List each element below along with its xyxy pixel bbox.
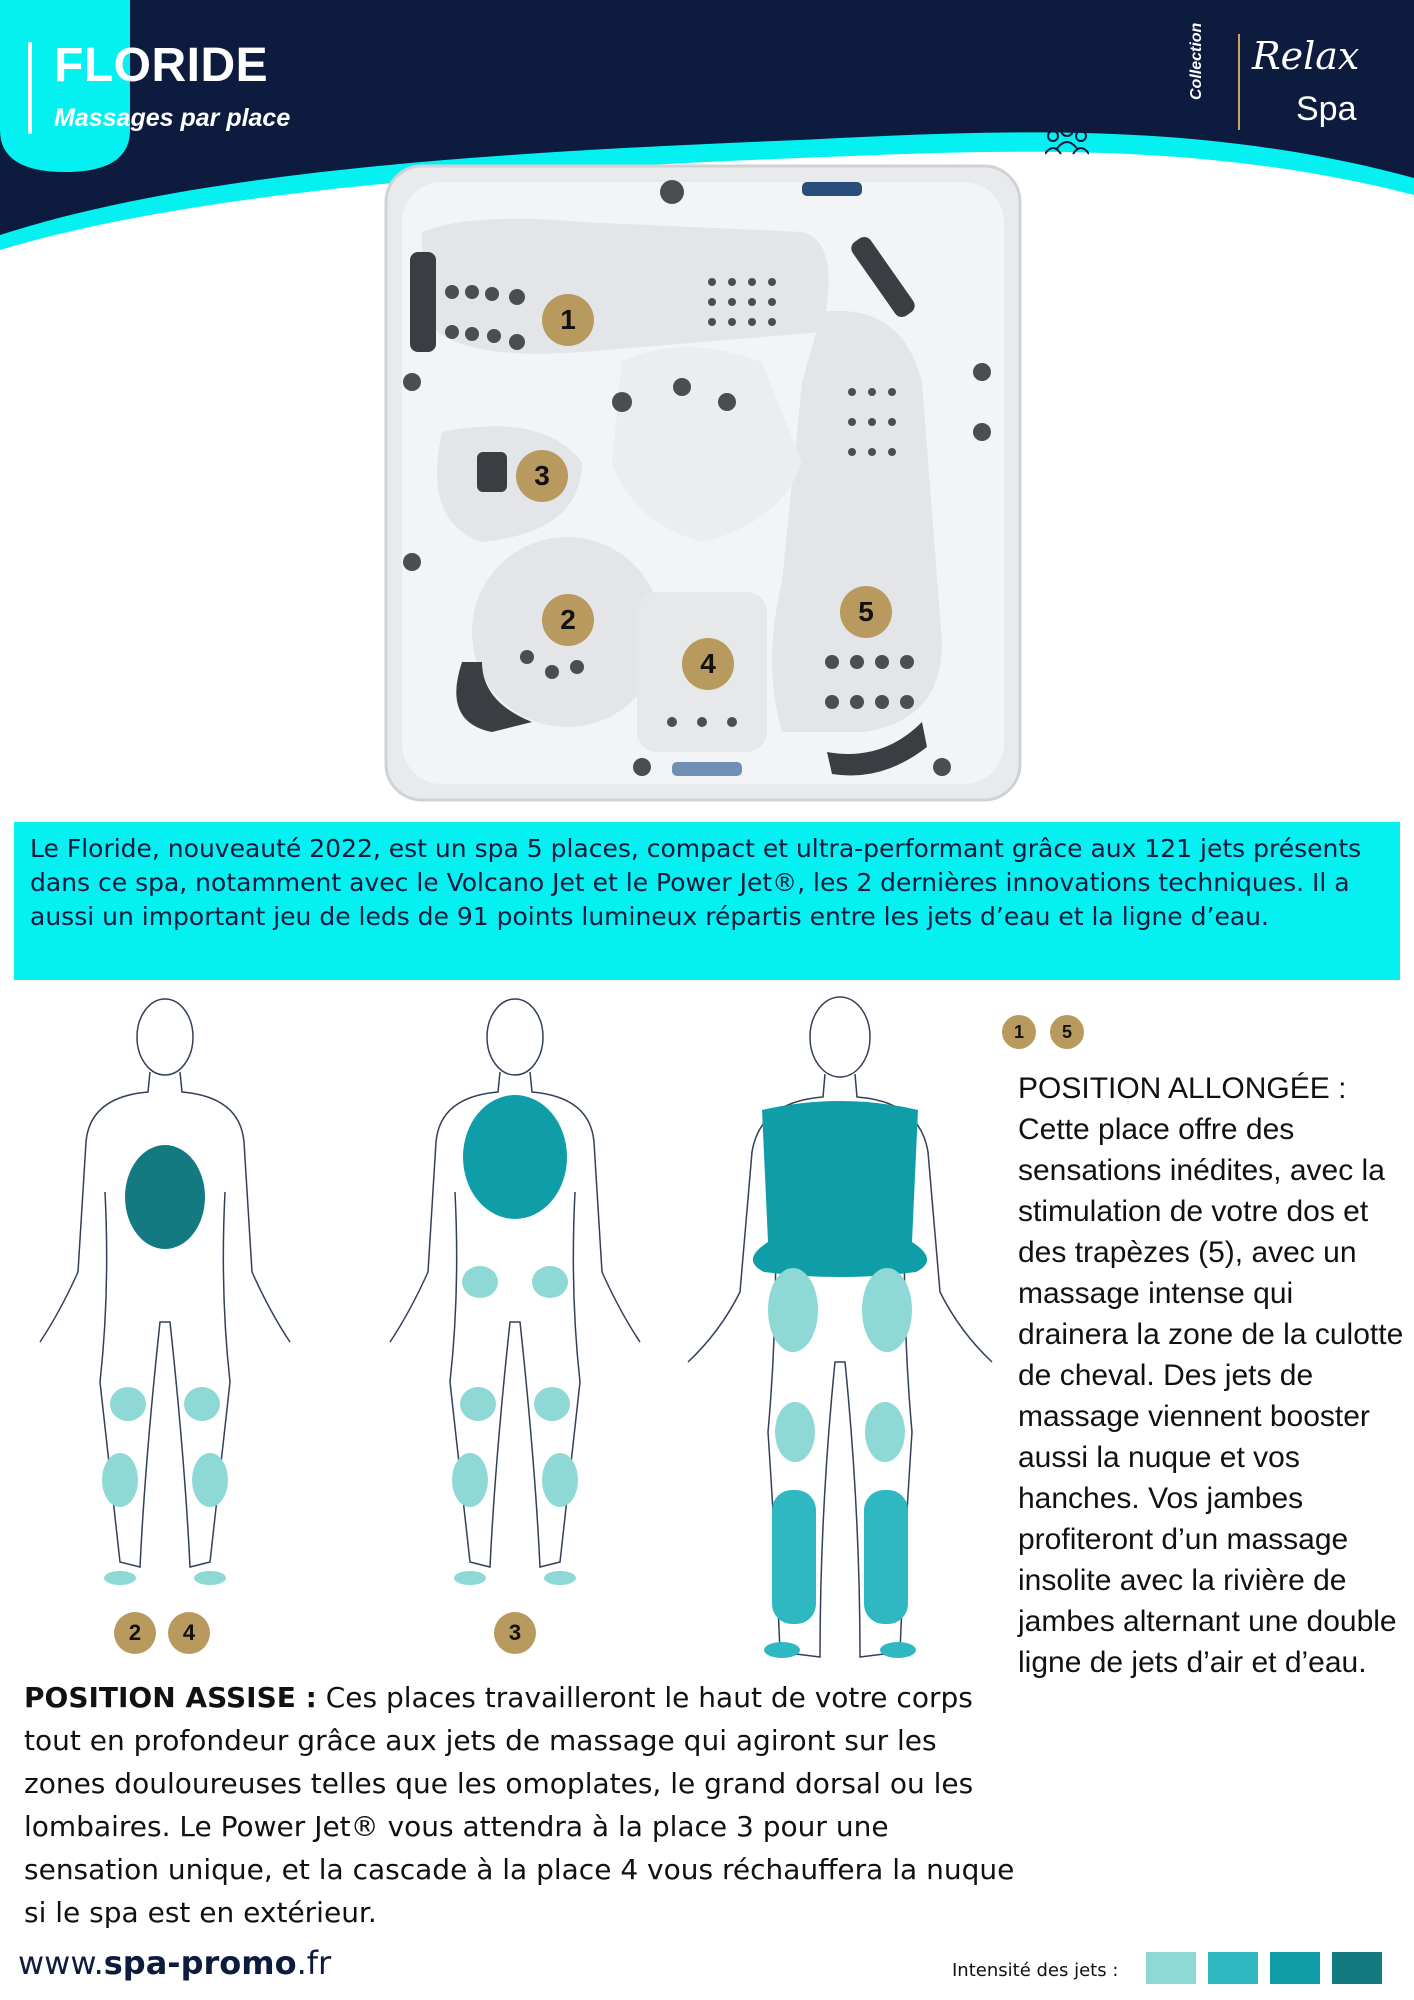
intensity-level-1	[1146, 1952, 1196, 1984]
spa-place-3: 3	[516, 450, 568, 502]
seated-position-text: Ces places travailleront le haut de votre corps tout en profondeur grâce aux jets de massage qui agiront sur les zones douloureuses telles que les omoplates, le grand dorsal ou les lombaires. Le Power Jet® vous attendra à la place 3 pour une sensation unique, et la cascade à la place 4 vous réchauffera la nuque si le spa est en extérieur.	[24, 1681, 1015, 1929]
places-label: PLACES	[1010, 80, 1124, 111]
people-icon	[1045, 120, 1089, 160]
website-link[interactable]	[18, 1944, 331, 1982]
intensity-level-3	[1270, 1952, 1320, 1984]
spa-place-5: 5	[840, 586, 892, 638]
brand-logo-word: Spa	[1296, 90, 1357, 128]
badge-seat-1: 1	[1002, 1015, 1036, 1049]
badge-seat-2: 2	[114, 1612, 156, 1654]
spa-place-2: 2	[542, 594, 594, 646]
badge-seat-4: 4	[168, 1612, 210, 1654]
collection-label: Collection	[1188, 22, 1205, 100]
body-figure-front-powerjet	[370, 992, 660, 1592]
places-count: 5	[1054, 18, 1080, 67]
spa-place-1: 1	[542, 294, 594, 346]
title-divider	[28, 42, 32, 134]
body-figure-front-seated	[20, 992, 310, 1592]
seated-position-title: POSITION ASSISE :	[24, 1681, 317, 1714]
intensity-label: Intensité des jets :	[952, 1960, 1119, 1981]
brand-logo-script: Relax	[1252, 34, 1360, 78]
seated-position-description	[24, 1676, 1024, 1934]
page-title: FLORIDE	[54, 39, 269, 92]
spa-place-4: 4	[682, 638, 734, 690]
badge-seat-5: 5	[1050, 1015, 1084, 1049]
lying-position-text: Cette place offre des sensations inédites, avec la stimulation de votre dos et des trapèzes (5), avec un massage intense qui drainera la zone de la culotte de cheval. Des jets de massage viennent booster aussi la nuque et vos hanches. Vos jambes profiteront d’un massage insolite avec la rivière de jambes alternant une double ligne de jets d’air et d’eau.	[1018, 1113, 1404, 1679]
intensity-level-2	[1208, 1952, 1258, 1984]
logo-divider	[1238, 34, 1240, 130]
page-subtitle: Massages par place	[54, 104, 291, 132]
intro-text: Le Floride, nouveauté 2022, est un spa 5 places, compact et ultra-performant grâce aux 121 jets présents dans ce spa, notamment avec le Volcano Jet et le Power Jet®, les 2 dernières innovations techniques. Il a aussi un important jeu de leds de 91 points lumineux répartis entre les jets d’eau et la ligne d’eau.	[14, 822, 1400, 980]
lying-position-title: POSITION ALLONGÉE :	[1018, 1072, 1347, 1105]
badge-seat-3: 3	[494, 1612, 536, 1654]
website-suffix: .fr	[296, 1944, 332, 1982]
website-domain: spa-promo	[103, 1944, 297, 1982]
website-prefix: www.	[18, 1944, 104, 1982]
spa-top-view	[382, 162, 1024, 804]
body-figure-back-lying	[680, 992, 1000, 1672]
lying-position-description	[1018, 1068, 1408, 1683]
intensity-level-4	[1332, 1952, 1382, 1984]
